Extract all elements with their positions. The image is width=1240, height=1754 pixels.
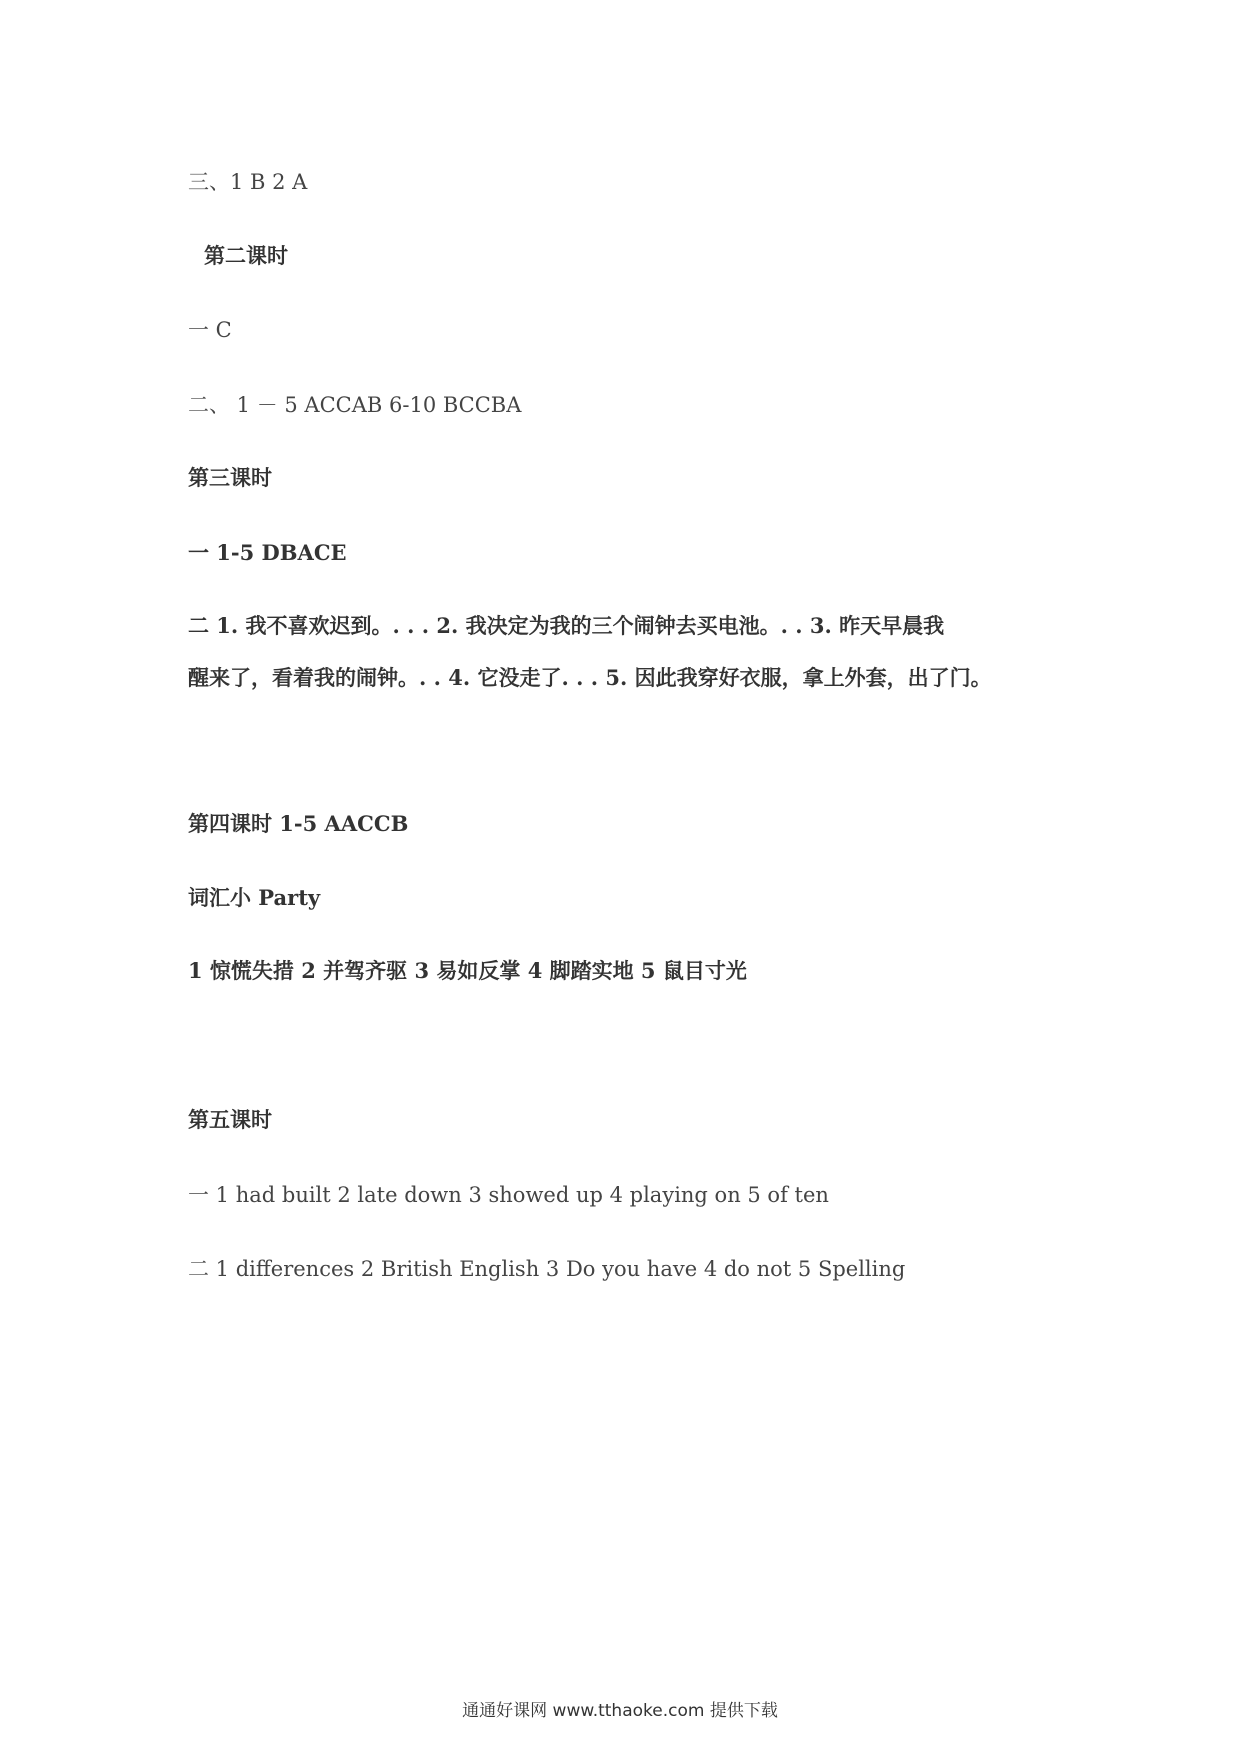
vocabulary-party-answers: 1 惊慌失措 2 并驾齐驱 3 易如反掌 4 脚踏实地 5 鼠目寸光 [188, 958, 747, 983]
lesson-2-part-two: 二、 1 － 5 ACCAB 6-10 BCCBA [188, 393, 522, 417]
lesson-4-answers: 第四课时 1-5 AACCB [188, 811, 409, 836]
lesson-5-heading: 第五课时 [188, 1107, 272, 1132]
lesson-3-part-one: 一 1-5 DBACE [188, 540, 347, 565]
lesson-5-part-two: 二 1 differences 2 British English 3 Do you have 4 do not 5 Spelling [188, 1257, 906, 1281]
lesson-2-part-one: 一 C [188, 318, 232, 342]
page-footer: 通通好课网 www.tthaoke.com 提供下载 [462, 1701, 778, 1721]
lesson-3-part-two-line-1: 二 1. 我不喜欢迟到。. . . 2. 我决定为我的三个闹钟去买电池。. . 3. 昨天早晨我 [188, 613, 945, 638]
lesson-3-part-two-line-2: 醒来了，看着我的闹钟。. . 4. 它没走了. . . 5. 因此我穿好衣服，拿上外套，出了门。 [188, 665, 992, 690]
lesson-2-heading: 第二课时 [204, 243, 288, 268]
lesson-5-part-one: 一 1 had built 2 late down 3 showed up 4 playing on 5 of ten [188, 1183, 829, 1207]
lesson-3-heading: 第三课时 [188, 465, 272, 490]
answer-section-three: 三、1 B 2 A [188, 170, 308, 194]
vocabulary-party-heading: 词汇小 Party [188, 885, 321, 910]
